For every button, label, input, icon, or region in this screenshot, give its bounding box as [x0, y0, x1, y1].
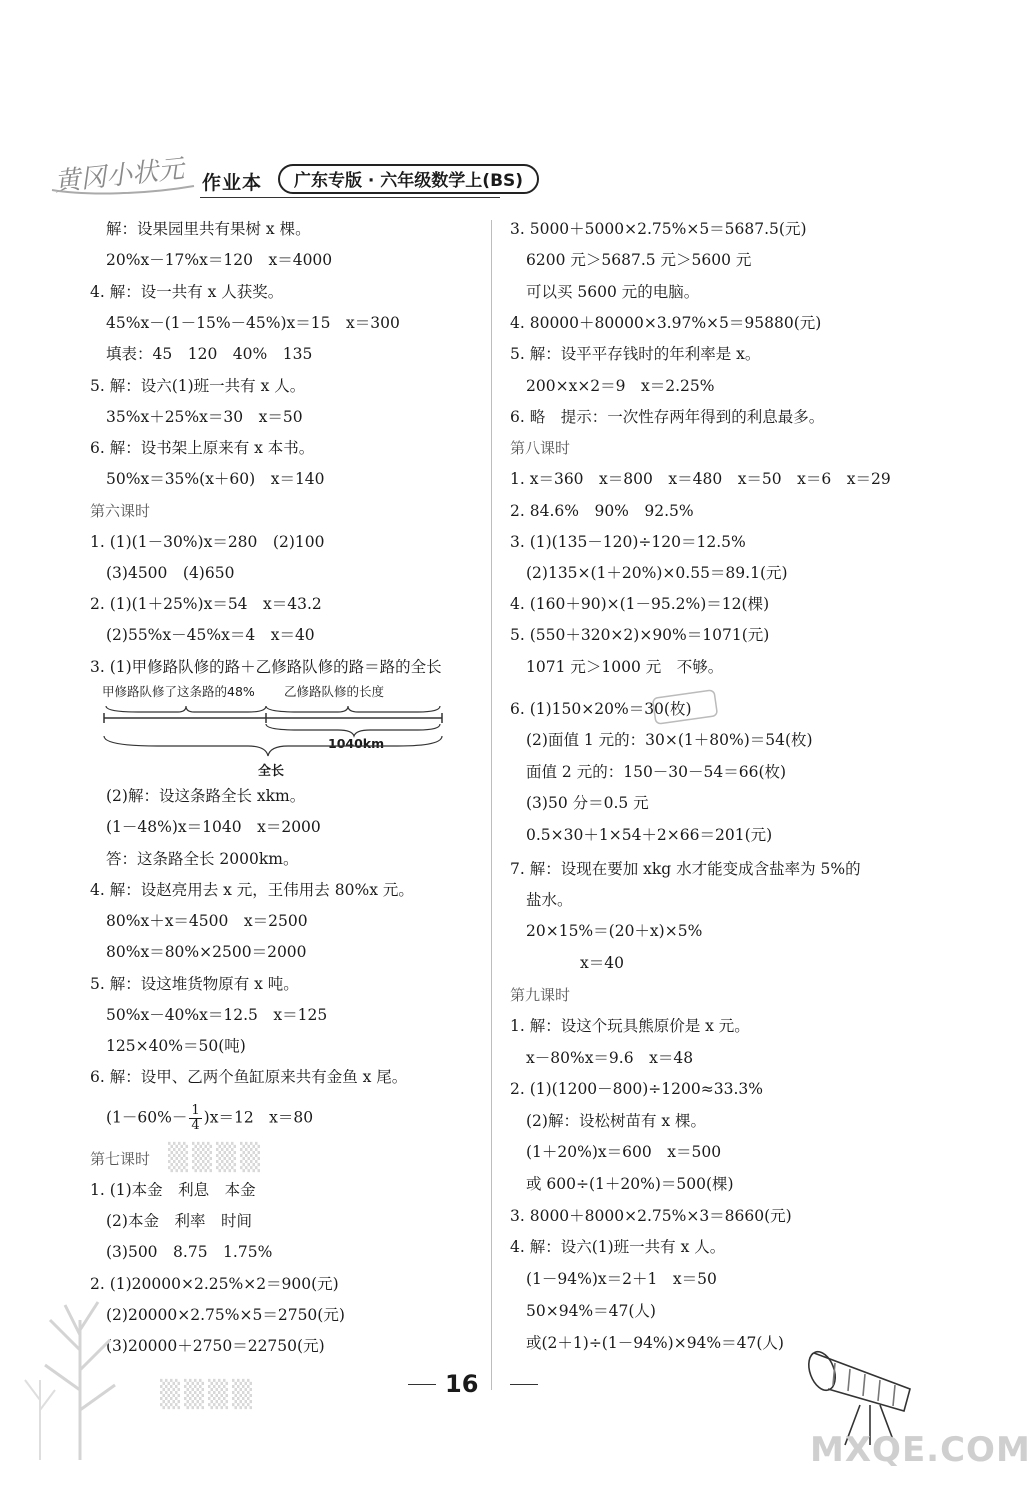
- answer-line: (2)解：设松树苗有 x 棵。: [526, 1112, 707, 1130]
- fraction-numerator: 1: [191, 1103, 200, 1118]
- answer-line: (1－94%)x＝2＋1 x＝50: [526, 1270, 717, 1288]
- answer-line: 80%x＋x＝4500 x＝2500: [106, 912, 308, 930]
- answer-line: (3)50 分＝0.5 元: [526, 794, 649, 812]
- answer-line: x－80%x＝9.6 x＝48: [526, 1049, 694, 1067]
- section-heading: 第九课时: [510, 986, 571, 1004]
- section-heading: 第八课时: [510, 439, 571, 457]
- answer-line: 6. 解：设甲、乙两个鱼缸原来共有金鱼 x 尾。: [90, 1068, 408, 1086]
- answer-line: (3)500 8.75 1.75%: [106, 1243, 273, 1261]
- answer-line: (3)20000＋2750＝22750(元): [106, 1337, 325, 1355]
- fraction-denominator: 4: [191, 1118, 200, 1133]
- page-number: 16: [445, 1370, 479, 1398]
- answer-line: (2)本金 利率 时间: [106, 1212, 252, 1230]
- answer-line: x＝40: [580, 954, 624, 972]
- answer-line: (2)135×(1＋20%)×0.55＝89.1(元): [526, 564, 788, 582]
- answer-line: (2)解：设这条路全长 xkm。: [106, 787, 306, 805]
- tree-decoration: [10, 1260, 150, 1460]
- answer-line: 50%x－40%x＝12.5 x＝125: [106, 1006, 328, 1024]
- answer-line: 35%x＋25%x＝30 x＝50: [106, 408, 303, 426]
- answer-line: 45%x－(1－15%－45%)x＝15 x＝300: [106, 314, 400, 332]
- segment-diagram: [98, 680, 458, 790]
- total-length-label: 全长: [258, 764, 285, 779]
- brand-logo: [48, 150, 198, 196]
- answer-line: 面值 2 元的：150－30－54＝66(枚): [526, 763, 787, 781]
- segment-b-length: 1040km: [328, 736, 385, 751]
- answer-line: 7. 解：设现在要加 xkg 水才能变成含盐率为 5%的: [510, 860, 861, 878]
- header-rule: [200, 197, 500, 198]
- column-divider: [491, 220, 492, 1390]
- answer-line: 6. (1)150×20%＝30(枚): [510, 700, 692, 718]
- answer-line: 6. 解：设书架上原来有 x 本书。: [90, 439, 315, 457]
- answer-line: 3. (1)(135－120)÷120＝12.5%: [510, 533, 746, 551]
- answer-line: 3. 8000＋8000×2.75%×3＝8660(元): [510, 1207, 792, 1225]
- answer-line: 4. (160＋90)×(1－95.2%)＝12(棵): [510, 595, 770, 613]
- answer-line: 20%x－17%x＝120 x＝4000: [106, 251, 333, 269]
- answer-line: 4. 解：设一共有 x 人获奖。: [90, 283, 284, 301]
- segment-a-label: 甲修路队修了这条路的48%: [102, 684, 255, 699]
- page-number-dash-right: [510, 1384, 538, 1385]
- answer-line: 5. 解：设这堆货物原有 x 吨。: [90, 975, 299, 993]
- answer-line: 1. 解：设这个玩具熊原价是 x 元。: [510, 1017, 750, 1035]
- answer-line: (1－48%)x＝1040 x＝2000: [106, 818, 321, 836]
- answer-line: (2)面值 1 元的：30×(1＋80%)＝54(枚): [526, 731, 813, 749]
- answer-line: (1＋20%)x＝600 x＝500: [526, 1143, 722, 1161]
- answer-line: 2. (1)(1＋25%)x＝54 x＝43.2: [90, 595, 322, 613]
- answer-line: 1. x＝360 x＝800 x＝480 x＝50 x＝6 x＝29: [510, 470, 891, 488]
- answer-line: 80%x＝80%×2500＝2000: [106, 943, 307, 961]
- equation-prefix: (1－60%－: [106, 1108, 188, 1127]
- answer-line: 5. 解：设平平存钱时的年利率是 x。: [510, 345, 761, 363]
- answer-line: 125×40%＝50(吨): [106, 1037, 246, 1055]
- section-heading: 第六课时: [90, 502, 151, 520]
- answer-line: 0.5×30＋1×54＋2×66＝201(元): [526, 826, 773, 844]
- section-heading: 第七课时: [90, 1150, 151, 1168]
- answer-line: 4. 解：设赵亮用去 x 元，王伟用去 80%x 元。: [90, 881, 414, 899]
- answer-line: 或 600÷(1＋20%)＝500(棵): [526, 1175, 734, 1193]
- answer-line: 6200 元＞5687.5 元＞5600 元: [526, 251, 752, 269]
- equation-rest: x＝12 x＝80: [209, 1108, 314, 1127]
- answer-line: 6. 略 提示：一次性存两年得到的利息最多。: [510, 408, 825, 426]
- faint-decoration: ▒▒▒▒: [160, 1380, 256, 1410]
- answer-line: 或(2＋1)÷(1－94%)×94%＝47(人): [526, 1334, 784, 1352]
- answer-line: 50×94%＝47(人): [526, 1302, 656, 1320]
- answer-line: 1. (1)(1－30%)x＝280 (2)100: [90, 533, 325, 551]
- answer-line: 3. 5000＋5000×2.75%×5＝5687.5(元): [510, 220, 807, 238]
- answer-line: (3)4500 (4)650: [106, 564, 235, 582]
- answer-line: 答：这条路全长 2000km。: [106, 850, 299, 868]
- answer-line: 4. 80000＋80000×3.97%×5＝95880(元): [510, 314, 822, 332]
- answer-line: 50%x＝35%(x＋60) x＝140: [106, 470, 325, 488]
- answer-line: 填表：45 120 40% 135: [106, 345, 313, 363]
- answer-line: 5. 解：设六(1)班一共有 x 人。: [90, 377, 306, 395]
- answer-line: 2. 84.6% 90% 92.5%: [510, 502, 694, 520]
- fraction: [189, 1104, 201, 1133]
- equation-suffix: ): [203, 1108, 210, 1127]
- answer-line: 20×15%＝(20＋x)×5%: [526, 922, 703, 940]
- segment-b-label: 乙修路队修的长度: [284, 684, 385, 699]
- answer-line: (2)20000×2.75%×5＝2750(元): [106, 1306, 345, 1324]
- site-watermark: MXQE.COM: [810, 1430, 1031, 1470]
- answer-line: 1. (1)本金 利息 本金: [90, 1181, 256, 1199]
- answer-line: 2. (1)(1200－800)÷1200≈33.3%: [510, 1080, 763, 1098]
- logo-text: 黄冈小状元: [52, 154, 186, 198]
- answer-line: 盐水。: [526, 891, 573, 909]
- edition-badge: 广东专版 · 六年级数学上(BS): [278, 164, 539, 194]
- fraction-equation: [106, 1104, 313, 1133]
- page-number-dash-left: [408, 1384, 436, 1385]
- answer-line: 200×x×2＝9 x＝2.25%: [526, 377, 715, 395]
- answer-line: 解：设果园里共有果树 x 棵。: [106, 220, 311, 238]
- answer-line: 4. 解：设六(1)班一共有 x 人。: [510, 1238, 726, 1256]
- workbook-title: 作业本: [202, 172, 263, 194]
- answer-line: (2)55%x－45%x＝4 x＝40: [106, 626, 315, 644]
- answer-line: 2. (1)20000×2.25%×2＝900(元): [90, 1275, 339, 1293]
- answer-line: 3. (1)甲修路队修的路＋乙修路队修的路＝路的全长: [90, 658, 442, 676]
- answer-line: 可以买 5600 元的电脑。: [526, 283, 700, 301]
- faint-decoration: ▒▒▒▒: [168, 1143, 264, 1173]
- answer-line: 1071 元＞1000 元 不够。: [526, 658, 724, 676]
- answer-line: 5. (550＋320×2)×90%＝1071(元): [510, 626, 770, 644]
